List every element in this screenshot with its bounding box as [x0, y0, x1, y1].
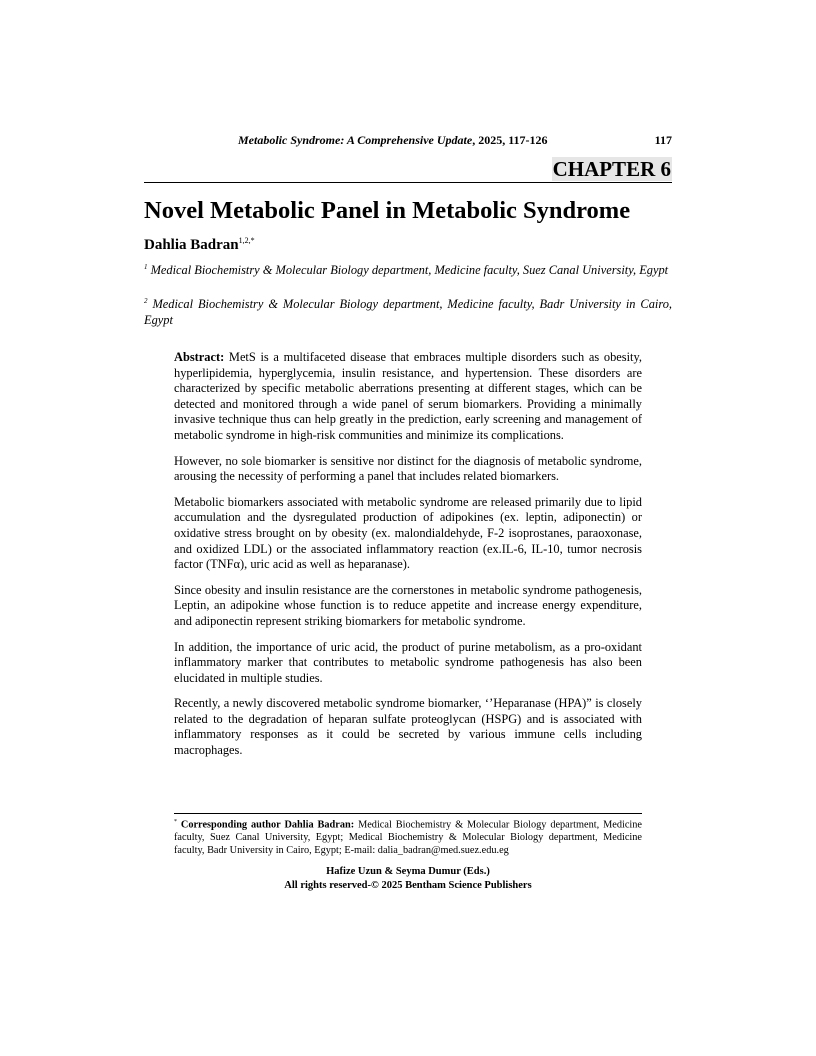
affiliation-sup: 2 — [144, 297, 148, 305]
paragraph-text: MetS is a multifaceted disease that embraces multiple disorders such as obesity, hyperlipidemia, hyperglycemia, insulin resistance, and hypertension. These disorders are characterized by specific metabolic aberrations presenting at different stages, which can be detected and monitored through a wide panel of serum biomarkers. Providing a minimally invasive technique thus can help greatly in the prediction, early screening and management of metabolic syndrome in high-risk communities and minimize its complications. — [174, 350, 642, 442]
abstract-label: Abstract: — [174, 350, 225, 364]
abstract-paragraph: Recently, a newly discovered metabolic syndrome biomarker, ‘’Heparanase (HPA)” is closely related to the degradation of heparan sulfate proteoglycan (HSPG) and is associated with inflammatory responses as it could be secreted by various immune cells including macrophages. — [174, 696, 642, 758]
editors: Hafize Uzun & Seyma Dumur (Eds.) — [326, 866, 490, 877]
abstract-paragraph: However, no sole biomarker is sensitive nor distinct for the diagnosis of metabolic syndrome, arousing the necessity of performing a panel that includes related biomarkers. — [174, 453, 642, 484]
book-meta: , 2025, 117-126 — [472, 133, 548, 147]
abstract — [174, 350, 642, 769]
book-title: Metabolic Syndrome: A Comprehensive Update — [238, 133, 473, 147]
article-title: Novel Metabolic Panel in Metabolic Syndrome — [144, 197, 631, 224]
footnote-text: Medical Biochemistry & Molecular Biology department, Medicine faculty, Suez Canal University, Egypt; Medical Biochemistry & Molecular Biology department, Medicine faculty, Badr University in Cairo, Egypt; E-mail: dalia_badran@med.suez.edu.eg — [174, 819, 642, 857]
footer — [0, 865, 816, 892]
abstract-paragraph — [174, 350, 642, 444]
affiliation-sup: 1 — [144, 263, 148, 271]
author-sup: 1,2,* — [238, 236, 255, 245]
abstract-paragraph: Since obesity and insulin resistance are the cornerstones in metabolic syndrome pathogenesis, Leptin, an adipokine whose function is to reduce appetite and increase energy expenditure, and adiponectin represent striking biomarkers for metabolic syndrome. — [174, 582, 642, 628]
copyright: All rights reserved-© 2025 Bentham Science Publishers — [284, 879, 532, 891]
running-header — [238, 133, 548, 148]
affiliation-2 — [144, 293, 672, 328]
footnote-label: Corresponding author Dahlia Badran: — [177, 819, 355, 831]
affiliation-1 — [144, 259, 672, 278]
abstract-paragraph: In addition, the importance of uric acid, the product of purine metabolism, as a pro-oxidant inflammatory marker that contributes to metabolic syndrome pathogenesis has also been elucidated in multiple studies. — [174, 639, 642, 685]
page-number: 117 — [654, 133, 672, 147]
chapter-label: CHAPTER 6 — [552, 157, 671, 181]
footnote-rule — [174, 813, 642, 814]
author-name: Dahlia Badran — [144, 237, 239, 253]
abstract-paragraph: Metabolic biomarkers associated with metabolic syndrome are released primarily due to lipid accumulation and the dysregulated production of adipokines (ex. leptin, adiponectin) or oxidative stress brought on by obesity (ex. malondialdehyde, F-2 isoprostanes, paraoxonase, and oxidized LDL) or the associated inflammatory reaction (ex.IL-6, IL-10, tumor necrosis factor (TNFα), uric acid as well as heparanase). — [174, 494, 642, 572]
footnote-sup: * — [174, 819, 177, 825]
affiliation-text: Medical Biochemistry & Molecular Biology department, Medicine faculty, Suez Canal University, Egypt — [147, 263, 669, 278]
affiliation-text: Medical Biochemistry & Molecular Biology department, Medicine faculty, Badr University in Cairo, Egypt — [144, 297, 672, 328]
author — [144, 236, 255, 254]
footnote — [174, 816, 642, 857]
header-rule — [144, 182, 672, 183]
